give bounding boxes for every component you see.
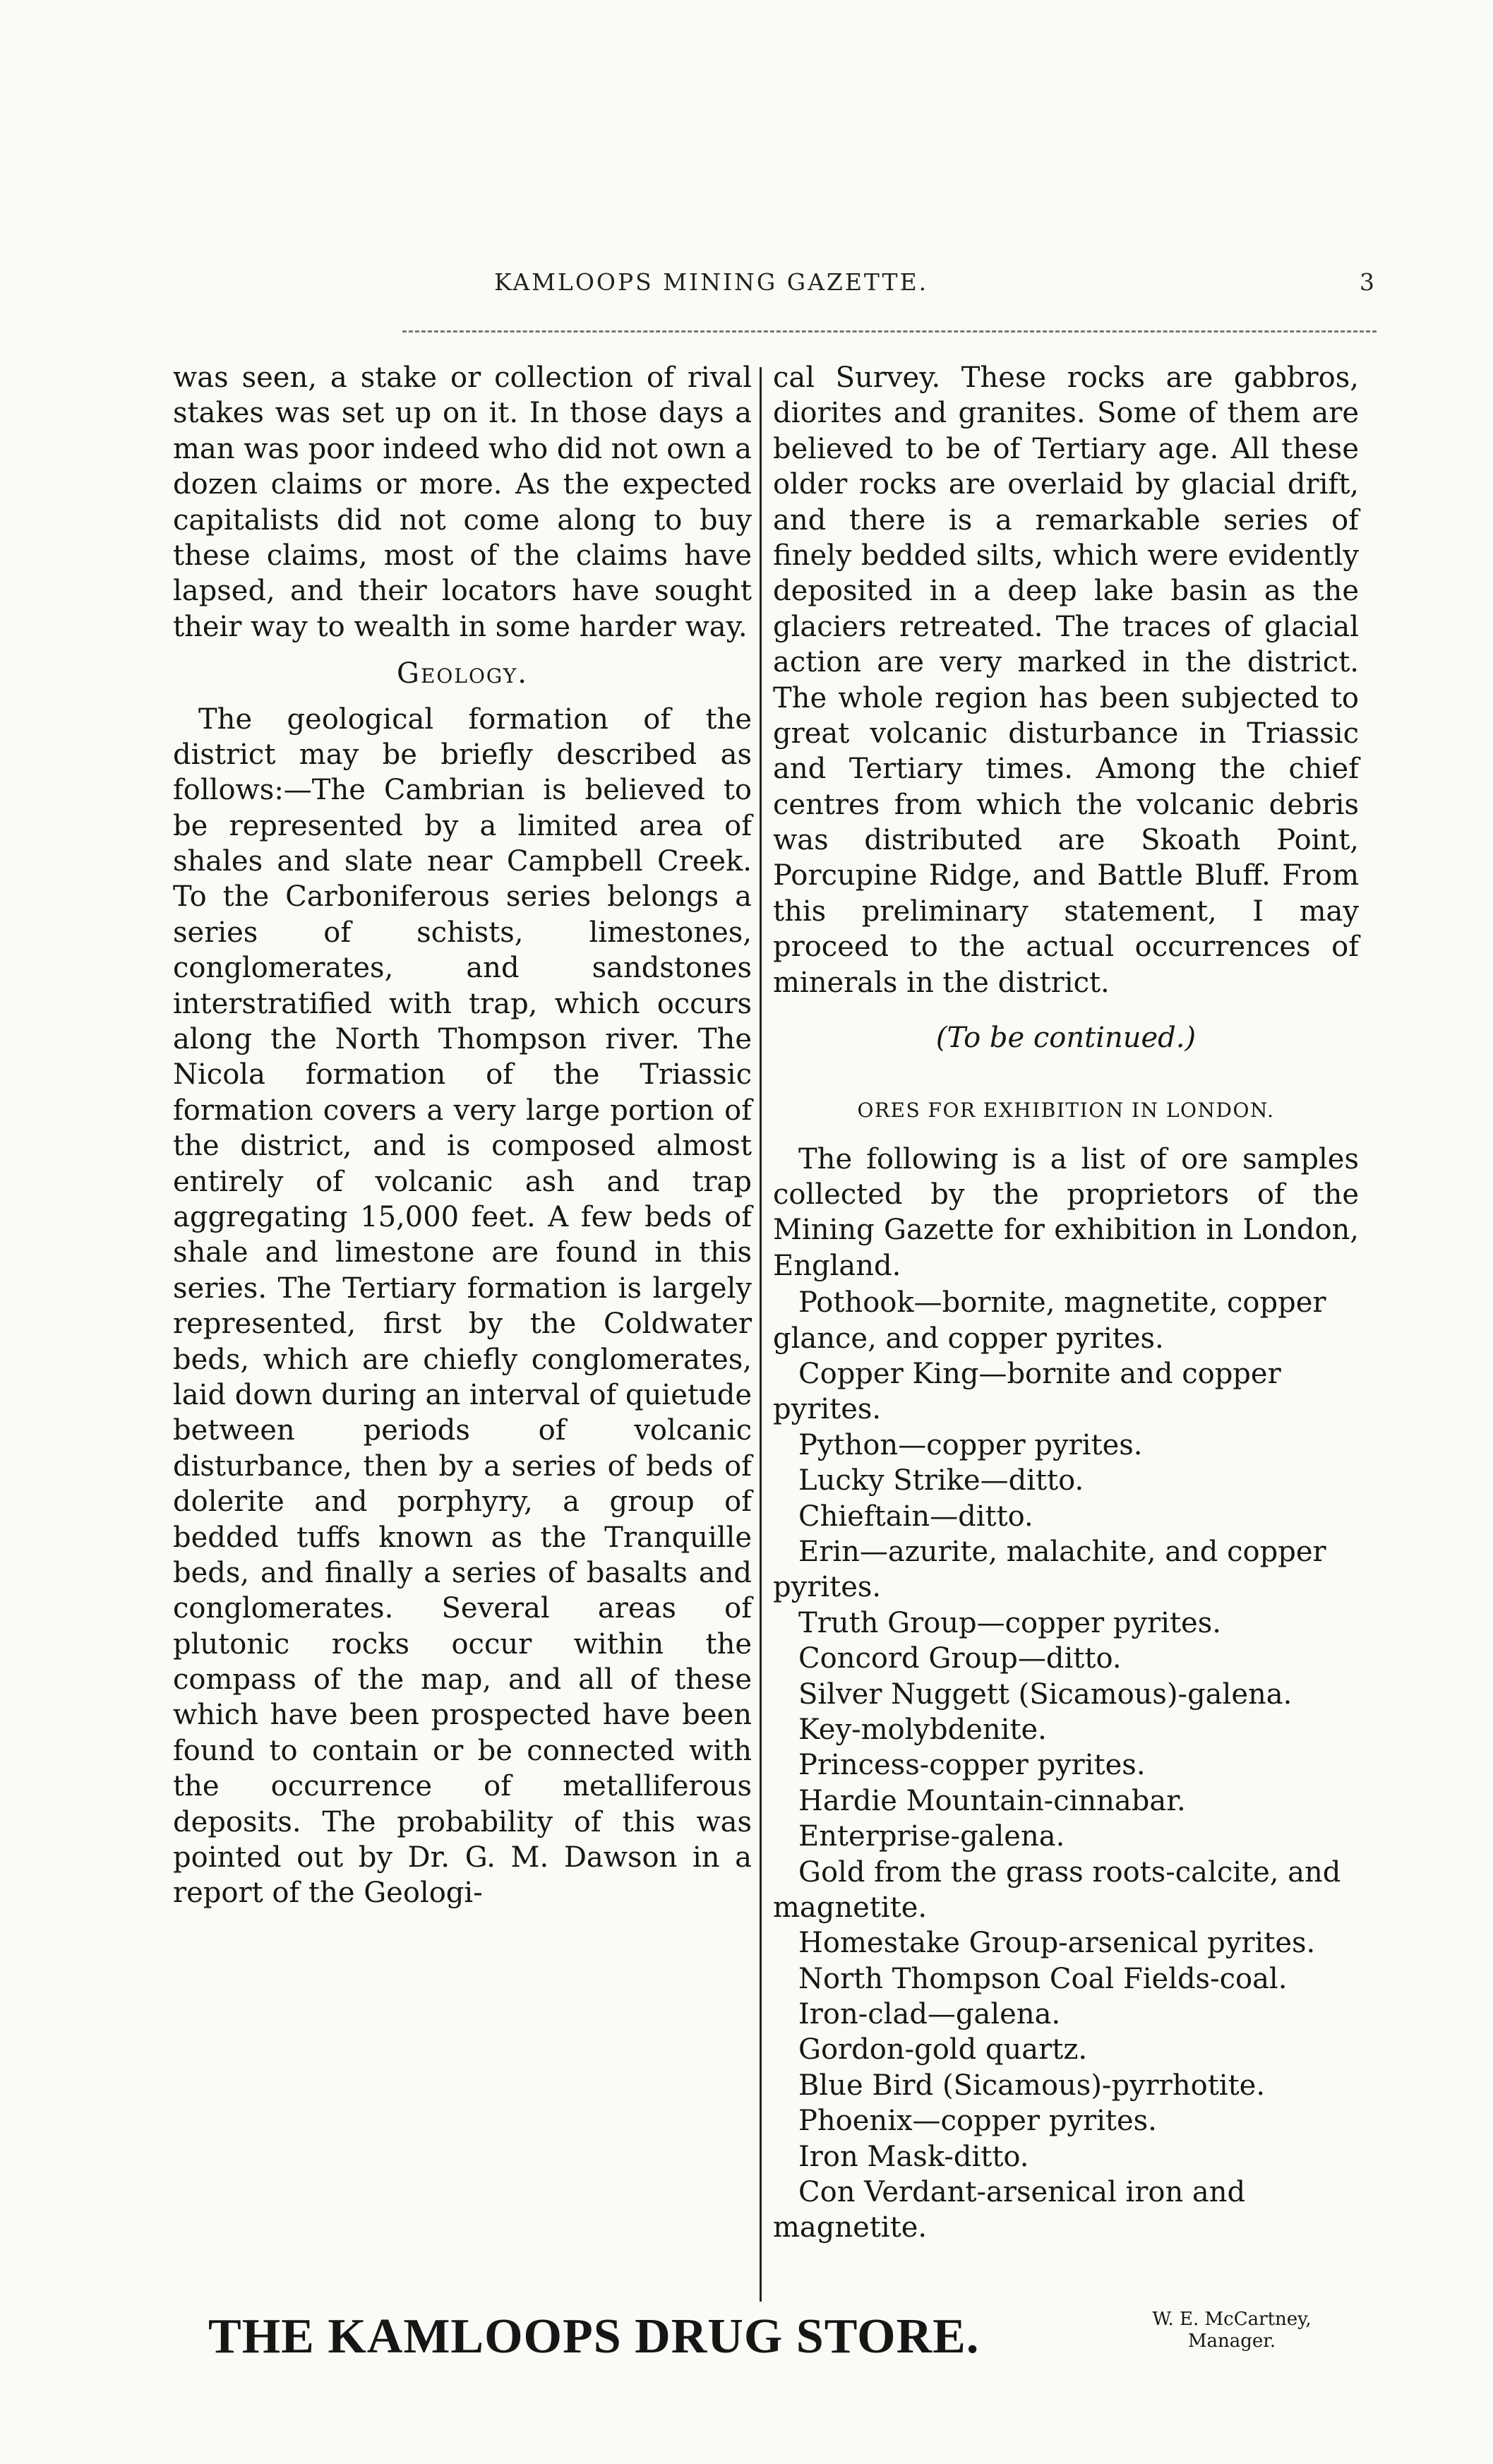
ore-item: Princess-copper pyrites.	[798, 1749, 1146, 1782]
ore-item: Chieftain—ditto.	[798, 1500, 1033, 1533]
ore-item: Con Verdant-arsenical iron and magnetite.	[773, 2176, 1246, 2244]
ore-item: Gordon-gold quartz.	[798, 2033, 1088, 2067]
ore-item: Homestake Group-arsenical pyrites.	[798, 1927, 1316, 1960]
ores-intro: The following is a list of ore samples collected by the proprietors of the Mining Gazette for exhibition in London, England.	[773, 1142, 1359, 1282]
geology-paragraph-continued: cal Survey. These rocks are gabbros, diorites and granites. Some of them are believed to be of Tertiary age. All these older rocks are overlaid by glacial drift, and there is a remarkable series of finely bedded silts, which were evidently deposited in a deep lake basin as the glaciers retreated. The traces of glacial action are very marked in the district. The whole region has been subjected to great volcanic disturbance in Triassic and Tertiary times. Among the chief centres from which the volcanic debris was distributed are Skoath Point, Porcupine Ridge, and Battle Bluff. From this preliminary statement, I may proceed to the actual occurrences of minerals in the district.	[773, 361, 1359, 999]
ore-item: Enterprise-galena.	[798, 1820, 1065, 1853]
page-number: 3	[1360, 268, 1377, 296]
manager-title: Manager.	[1187, 2331, 1276, 2352]
geology-paragraph: The geological formation of the district may be briefly described as follows:—The Cambrian is believed to be represented by a limited area of shales and slate near Campbell Creek. To the Carboniferous series belongs a series of schists, limestones, conglomerates, and sandstones interstratified with trap, which occurs along the North Thompson river. The Nicola formation of the Triassic formation covers a very large portion of the district, and is composed almost entirely of volcanic ash and trap aggregating 15,000 feet. A few beds of shale and limestone are found in this series. The Tertiary formation is largely represented, first by the Coldwater beds, which are chiefly conglomerates, laid down during an interval of quietude between periods of volcanic disturbance, then by a series of beds of dolerite and porphyry, a group of bedded tuffs known as the Tranquille beds, and finally a series of basalts and conglomerates. Several areas of plutonic rocks occur within the compass of the map, and all of these which have been prospected have been found to contain or be connected with the occurrence of metalliferous deposits. The probability of this was pointed out by Dr. G. M. Dawson in a report of the Geologi-	[173, 702, 752, 1910]
ore-item: Python—copper pyrites.	[798, 1428, 1143, 1461]
column-divider	[760, 367, 762, 2302]
ore-item: Gold from the grass roots-calcite, and magnetite.	[773, 1855, 1341, 1924]
ore-item: Pothook—bornite, magnetite, copper glance, and copper pyrites.	[773, 1286, 1326, 1355]
drug-store-advertisement: THE KAMLOOPS DRUG STORE.	[208, 2309, 980, 2364]
ore-item: Truth Group—copper pyrites.	[798, 1606, 1221, 1639]
ore-list	[773, 1285, 1359, 2246]
ore-item: Key-molybdenite.	[798, 1713, 1047, 1746]
ore-item: Erin—azurite, malachite, and copper pyrites.	[773, 1535, 1326, 1604]
newspaper-title: KAMLOOPS MINING GAZETTE.	[494, 268, 929, 296]
ore-item: Iron-clad—galena.	[798, 1998, 1061, 2031]
right-column	[773, 360, 1359, 2246]
ore-item: Iron Mask-ditto.	[798, 2140, 1029, 2173]
ore-item: Hardie Mountain-cinnabar.	[798, 1784, 1186, 1817]
ore-item: Phoenix—copper pyrites.	[798, 2105, 1157, 2138]
continued-paragraph: was seen, a stake or collection of rival stakes was set up on it. In those days a man was poor indeed who did not own a dozen claims or more. As the expected capitalists did not come along to buy these claims, most of the claims have lapsed, and their locators have sought their way to wealth in some harder way.	[173, 361, 752, 643]
ore-item: Blue Bird (Sicamous)-pyrrhotite.	[798, 2069, 1266, 2102]
ore-item: Lucky Strike—ditto.	[798, 1464, 1084, 1497]
left-column	[173, 360, 752, 1915]
ore-item: Concord Group—ditto.	[798, 1642, 1122, 1675]
ores-heading: ORES FOR EXHIBITION IN LONDON.	[857, 1099, 1275, 1123]
ore-item: Copper King—bornite and copper pyrites.	[773, 1358, 1281, 1426]
advertisement-manager	[1105, 2309, 1359, 2352]
geology-heading: Geology.	[397, 657, 528, 690]
to-be-continued: (To be continued.)	[935, 1022, 1197, 1055]
running-header	[494, 268, 1377, 296]
ore-item: North Thompson Coal Fields-coal.	[798, 1962, 1288, 1995]
ore-item: Silver Nuggett (Sicamous)-galena.	[798, 1677, 1293, 1711]
manager-name: W. E. McCartney,	[1152, 2309, 1312, 2330]
header-rule	[402, 330, 1377, 333]
